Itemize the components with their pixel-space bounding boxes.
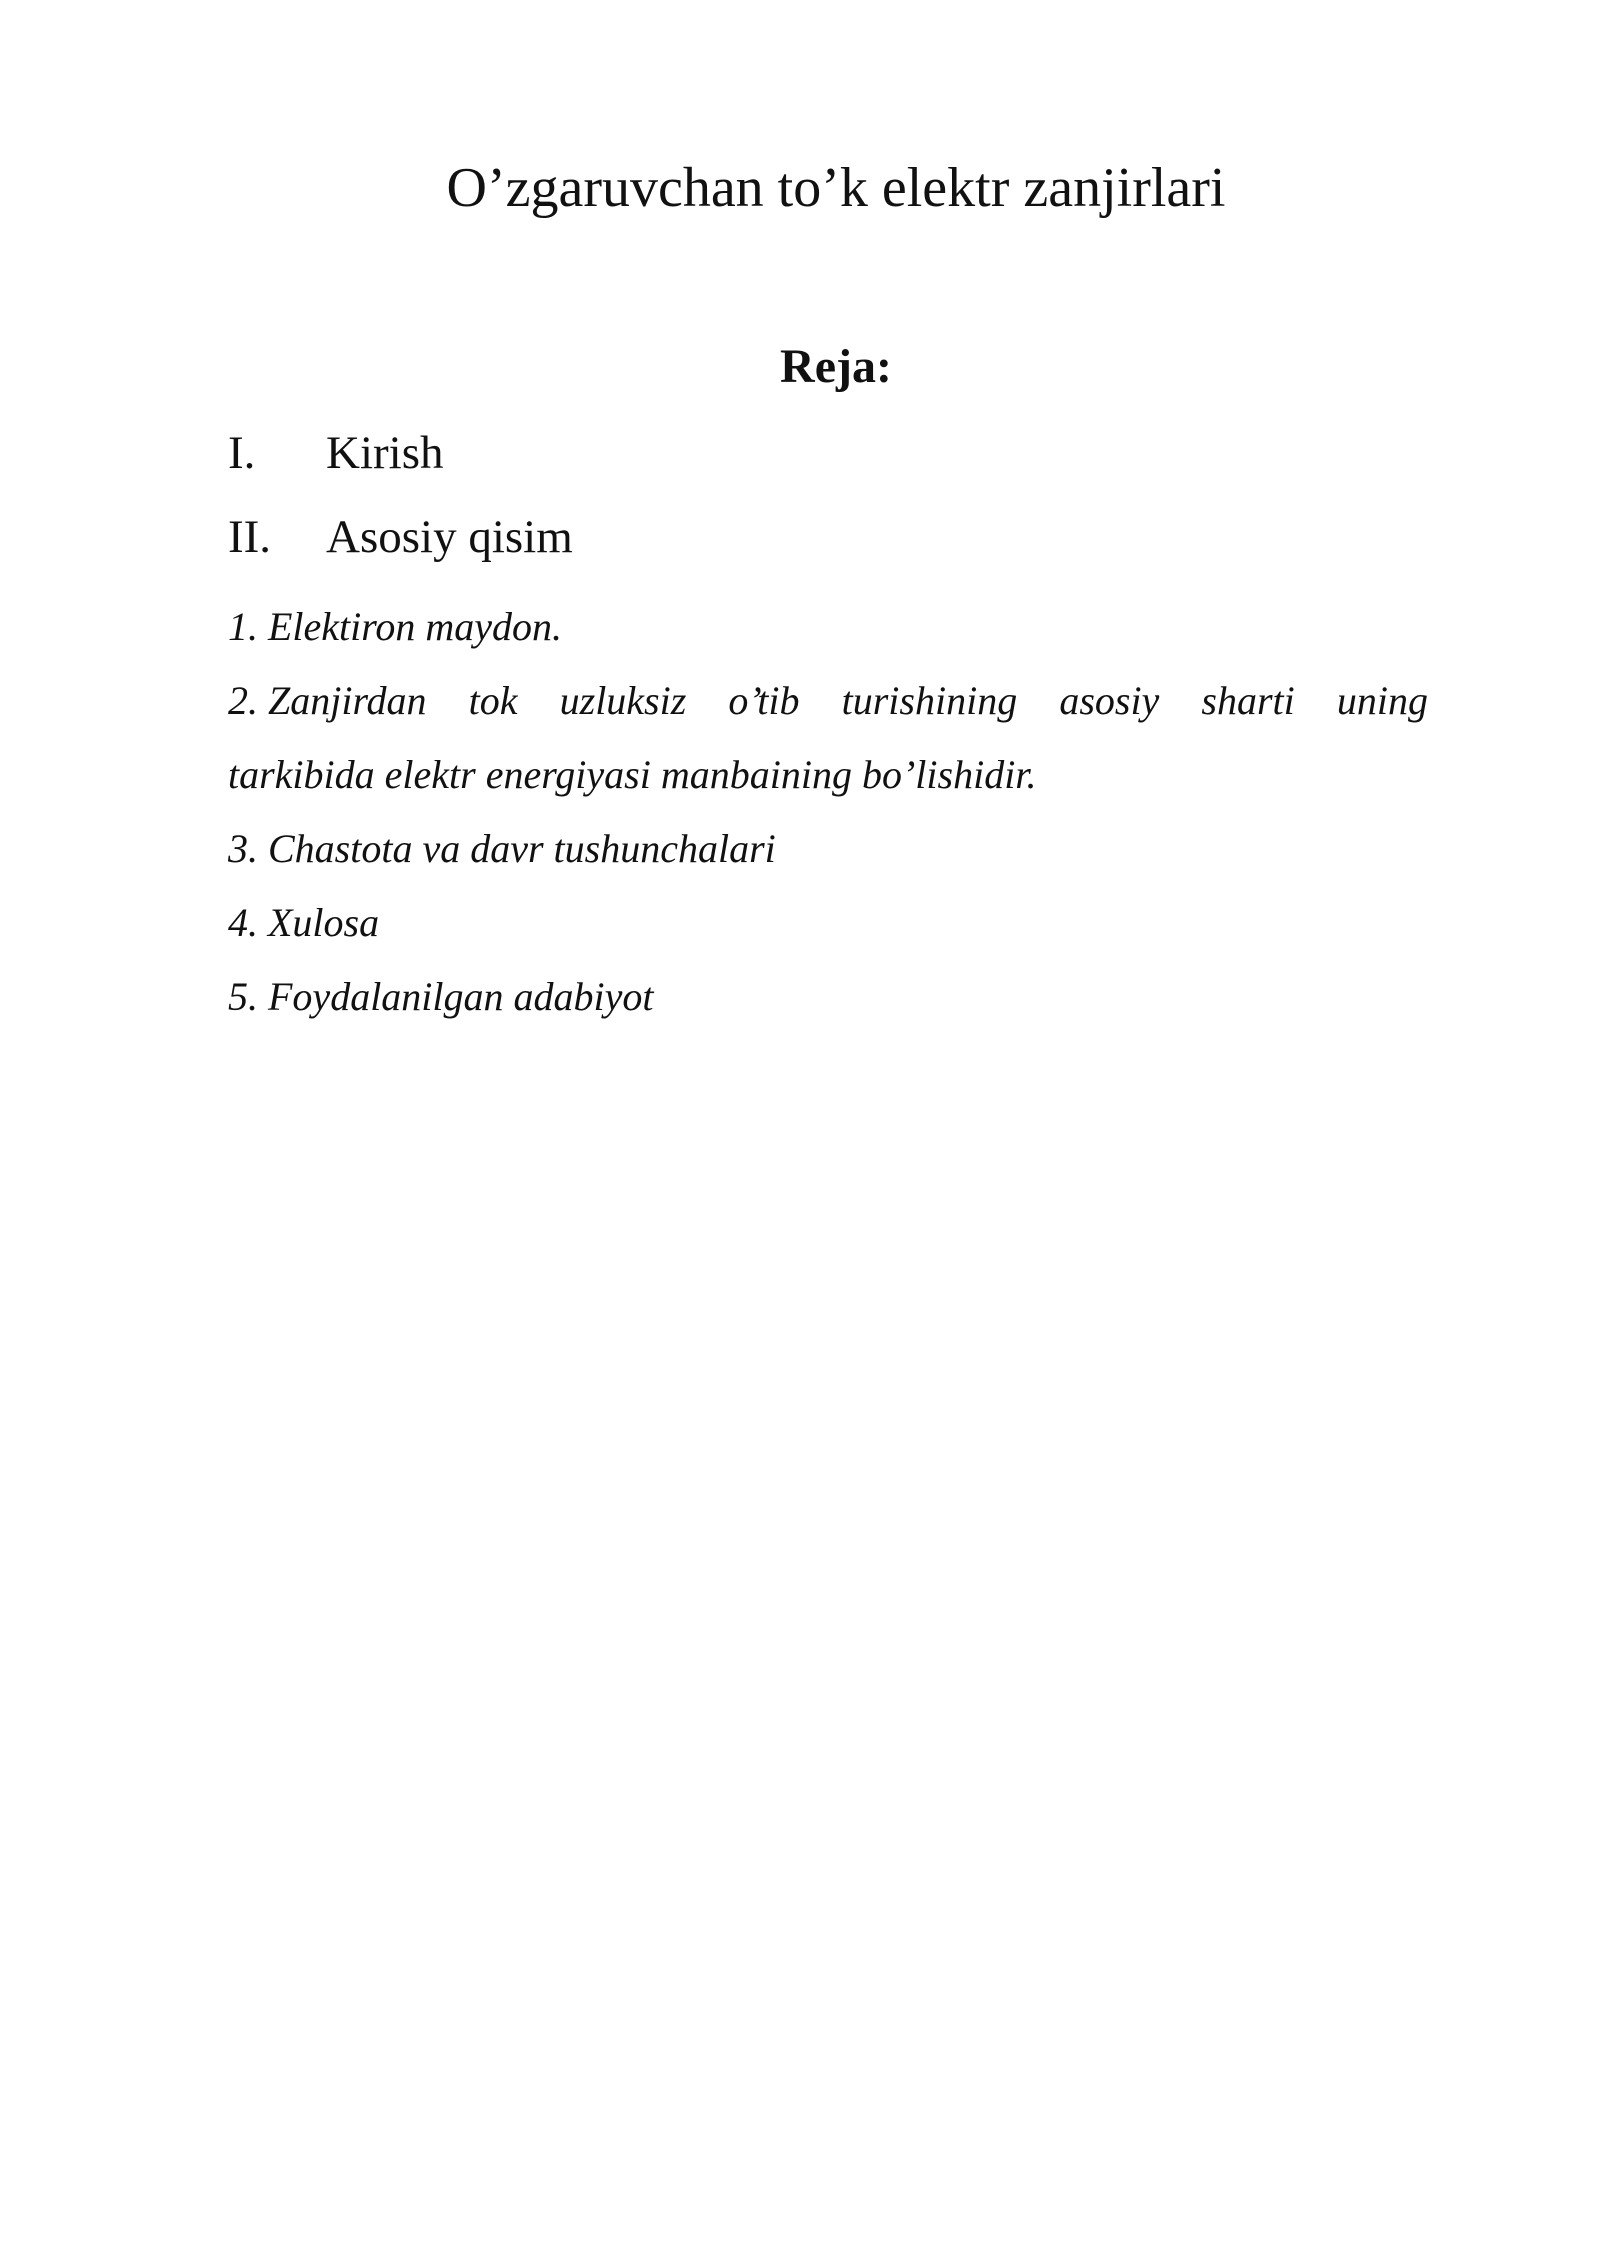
section-label: Asosiy qisim xyxy=(326,511,573,563)
section-number: I. xyxy=(228,427,256,479)
list-item-text: Chastota va davr tushunchalari xyxy=(268,826,776,871)
section-label: Kirish xyxy=(326,427,444,479)
section-item-intro xyxy=(228,420,1428,504)
list-item-number: 1. xyxy=(228,604,258,649)
list-item-number: 3. xyxy=(228,826,258,871)
list-item xyxy=(228,664,1428,812)
list-item xyxy=(228,812,1428,886)
list-item-text: Elektiron maydon. xyxy=(268,604,563,649)
list-item-number: 4. xyxy=(228,900,258,945)
list-item-text: Xulosa xyxy=(268,900,380,945)
list-item-text-line1: Zanjirdan tok uzluksiz o’tib turishining asosiy sharti uning xyxy=(268,678,1428,723)
list-item xyxy=(228,886,1428,960)
subtopic-list xyxy=(228,590,1428,1034)
list-item-number: 2. xyxy=(228,678,258,723)
section-number: II. xyxy=(228,511,272,563)
section-item-main xyxy=(228,504,1428,588)
list-item xyxy=(228,960,1428,1034)
section-list xyxy=(228,420,1428,588)
document-title: O’zgaruvchan to’k elektr zanjirlari xyxy=(446,157,1226,219)
list-item-text: Foydalanilgan adabiyot xyxy=(268,974,654,1019)
plan-heading: Reja: xyxy=(780,340,892,393)
list-item xyxy=(228,590,1428,664)
list-item-number: 5. xyxy=(228,974,258,1019)
list-item-text-line2: tarkibida elektr energiyasi manbaining bo’lishidir. xyxy=(228,752,1037,797)
